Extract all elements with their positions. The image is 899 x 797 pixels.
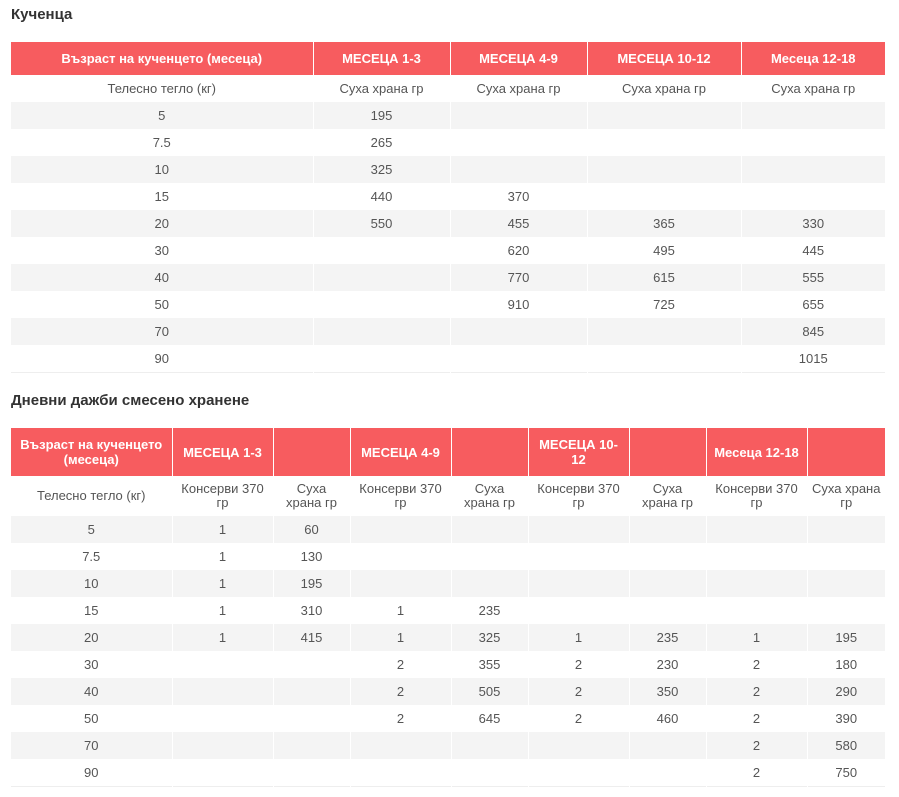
value-cell [350,516,451,543]
value-cell: 2 [706,759,807,786]
value-cell: 845 [802,324,825,339]
table-row [11,102,885,129]
value-cell [451,543,528,570]
table-row [11,597,885,624]
header-cell: МЕСЕЦА 1-3 [313,42,450,75]
value-cell: 620 [450,237,587,264]
value-cell [706,597,807,624]
value-cell [451,732,528,759]
subheader-cell: Телесно тегло (кг) [11,75,313,102]
value-cell: 2 [350,651,451,678]
value-cell: 235 [451,597,528,624]
value-cell: 725 [587,291,741,318]
value-cell: 235 [629,624,706,651]
subheader-cell: Консерви 370 гр [528,476,629,516]
header-cell [451,428,528,476]
value-cell [450,102,587,129]
value-cell [807,543,885,570]
weight-cell: 10 [11,570,172,597]
value-cell [528,759,629,786]
value-cell: 330 [802,216,825,231]
value-cell [350,732,451,759]
value-cell: 615 [587,264,741,291]
weight-cell: 7.5 [11,129,313,156]
value-cell [741,102,885,129]
value-cell [807,516,885,543]
weight-cell: 10 [11,156,313,183]
mixed-feeding-table [11,428,885,787]
value-cell: 195 [313,102,450,129]
header-cell [629,428,706,476]
value-cell [629,732,706,759]
value-cell [350,543,451,570]
value-cell: 2 [528,651,629,678]
subheader-cell: Телесно тегло (кг) [11,476,172,516]
header-cell: Месеца 12-18 [706,428,807,476]
value-cell [451,759,528,786]
value-cell [807,597,885,624]
weight-cell: 20 [11,210,313,237]
value-cell: 1 [706,624,807,651]
table-row [11,678,885,705]
value-cell [450,156,587,183]
table-row [11,516,885,543]
table-row [11,291,885,318]
table-row [11,318,885,345]
value-cell [273,651,350,678]
value-cell: 2 [706,705,807,732]
subheader-row [11,476,885,516]
value-cell: 195 [835,630,858,645]
value-cell [807,570,885,597]
value-cell: 265 [313,129,450,156]
weight-cell: 15 [11,597,172,624]
weight-cell: 40 [11,678,172,705]
value-cell [587,183,741,210]
value-cell: 580 [835,738,858,753]
weight-cell: 70 [11,318,313,345]
value-cell: 750 [835,764,858,780]
header-cell [807,428,885,476]
value-cell: 390 [835,711,858,726]
weight-cell: 90 [11,345,313,372]
value-cell: 1 [350,624,451,651]
value-cell [273,732,350,759]
table-row [11,345,885,372]
value-cell: 195 [273,570,350,597]
table-row [11,705,885,732]
value-cell: 555 [802,270,825,285]
value-cell [273,678,350,705]
value-cell: 350 [629,678,706,705]
value-cell [450,129,587,156]
value-cell: 1 [350,597,451,624]
value-cell [450,318,587,345]
value-cell [741,183,885,210]
value-cell: 455 [450,210,587,237]
value-cell: 1 [172,597,273,624]
value-cell: 445 [802,243,825,258]
value-cell: 655 [802,297,825,312]
value-cell: 505 [451,678,528,705]
weight-cell: 5 [11,102,313,129]
header-cell [273,428,350,476]
weight-cell: 90 [11,759,172,786]
table-row [11,156,885,183]
value-cell [172,705,273,732]
subheader-cell: Консерви 370 гр [706,476,807,516]
subheader-cell: Консерви 370 гр [350,476,451,516]
value-cell: 2 [528,678,629,705]
table-row [11,210,885,237]
puppy-feeding-table [11,42,885,373]
value-cell [528,516,629,543]
value-cell [629,543,706,570]
value-cell [313,237,450,264]
subheader-cell: Суха храна гр [450,75,587,102]
value-cell [629,570,706,597]
value-cell [172,651,273,678]
weight-cell: 5 [11,516,172,543]
value-cell [451,516,528,543]
table-row [11,759,885,786]
value-cell [350,570,451,597]
value-cell: 550 [313,210,450,237]
section-title-mixed-feeding: Дневни дажби смесено хранене [11,392,250,409]
value-cell: 2 [528,705,629,732]
section-title-puppies: Кученца [11,6,73,23]
table-header-row [11,42,885,75]
header-cell: МЕСЕЦА 4-9 [450,42,587,75]
weight-cell: 50 [11,291,313,318]
value-cell: 180 [835,657,858,672]
value-cell: 2 [706,678,807,705]
weight-cell: 50 [11,705,172,732]
value-cell: 495 [587,237,741,264]
value-cell: 1 [172,570,273,597]
value-cell [273,759,350,786]
value-cell: 2 [350,705,451,732]
table-row [11,732,885,759]
value-cell: 440 [313,183,450,210]
table-row [11,543,885,570]
value-cell: 370 [450,183,587,210]
weight-cell: 15 [11,183,313,210]
value-cell: 2 [706,732,807,759]
table-row [11,570,885,597]
subheader-cell: Суха храна гр [771,81,856,96]
value-cell [587,345,741,372]
table-row [11,651,885,678]
value-cell [450,345,587,372]
header-cell: МЕСЕЦА 4-9 [350,428,451,476]
header-cell: Месеца 12-18 [741,42,885,75]
subheader-cell: Суха храна гр [812,481,881,510]
value-cell [528,570,629,597]
value-cell [313,264,450,291]
value-cell: 365 [587,210,741,237]
value-cell: 770 [450,264,587,291]
value-cell [587,156,741,183]
subheader-cell: Суха храна гр [587,75,741,102]
value-cell: 1 [528,624,629,651]
value-cell: 1 [172,543,273,570]
weight-cell: 30 [11,651,172,678]
table-row [11,183,885,210]
value-cell [587,102,741,129]
value-cell [706,516,807,543]
value-cell: 910 [450,291,587,318]
value-cell [350,759,451,786]
value-cell [172,759,273,786]
value-cell: 130 [273,543,350,570]
subheader-cell: Суха храна гр [629,476,706,516]
value-cell [706,570,807,597]
value-cell: 2 [706,651,807,678]
value-cell: 1015 [798,350,828,366]
weight-cell: 40 [11,264,313,291]
value-cell [313,318,450,345]
value-cell: 355 [451,651,528,678]
value-cell [451,570,528,597]
weight-cell: 7.5 [11,543,172,570]
value-cell [528,732,629,759]
value-cell [528,597,629,624]
table-row [11,624,885,651]
value-cell [629,597,706,624]
value-cell [172,678,273,705]
value-cell: 230 [629,651,706,678]
weight-cell: 30 [11,237,313,264]
subheader-cell: Суха храна гр [451,476,528,516]
table-row [11,237,885,264]
header-cell: МЕСЕЦА 1-3 [172,428,273,476]
value-cell [313,291,450,318]
subheader-cell: Консерви 370 гр [172,476,273,516]
value-cell [629,516,706,543]
value-cell [313,345,450,372]
value-cell [706,543,807,570]
value-cell [528,543,629,570]
value-cell: 2 [350,678,451,705]
header-cell: МЕСЕЦА 10-12 [587,42,741,75]
value-cell [741,129,885,156]
header-cell: Възраст на кученцето (месеца) [11,42,313,75]
subheader-row [11,75,885,102]
value-cell: 645 [451,705,528,732]
table-row [11,264,885,291]
value-cell: 325 [313,156,450,183]
value-cell [587,129,741,156]
weight-cell: 20 [11,624,172,651]
value-cell: 1 [172,624,273,651]
value-cell [273,705,350,732]
value-cell: 1 [172,516,273,543]
table-row [11,129,885,156]
value-cell: 290 [835,684,858,699]
value-cell: 325 [451,624,528,651]
value-cell: 460 [629,705,706,732]
value-cell [587,318,741,345]
value-cell: 310 [273,597,350,624]
subheader-cell: Суха храна гр [313,75,450,102]
value-cell: 415 [273,624,350,651]
header-cell: МЕСЕЦА 10-12 [528,428,629,476]
value-cell [172,732,273,759]
value-cell: 60 [273,516,350,543]
table-header-row [11,428,885,476]
subheader-cell: Суха храна гр [273,476,350,516]
value-cell [629,759,706,786]
header-cell: Възраст на кученцето (месеца) [11,428,172,476]
value-cell [741,156,885,183]
weight-cell: 70 [11,732,172,759]
